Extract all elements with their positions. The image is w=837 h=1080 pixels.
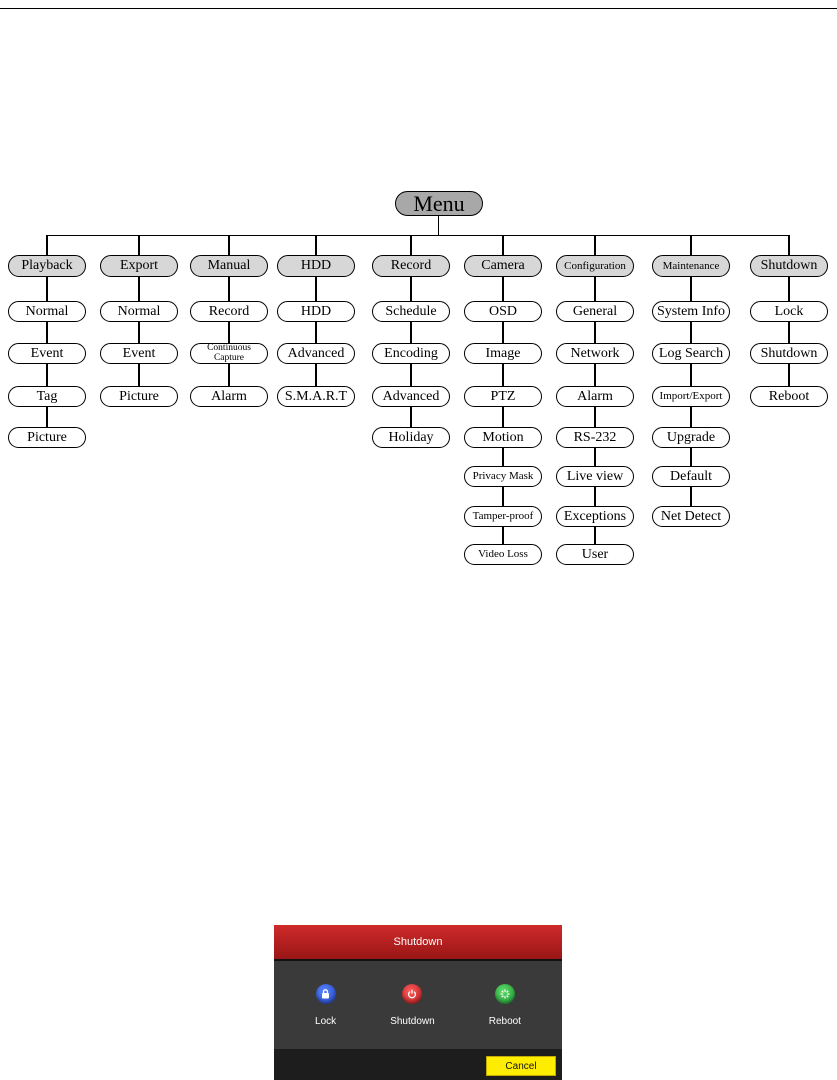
menu-item-camera-osd[interactable]: OSD	[464, 301, 542, 322]
menu-item-record-advanced[interactable]: Advanced	[372, 386, 450, 407]
menu-item-shutdown-reboot[interactable]: Reboot	[750, 386, 828, 407]
menu-item-configuration-general[interactable]: General	[556, 301, 634, 322]
menu-item-record-holiday[interactable]: Holiday	[372, 427, 450, 448]
shutdown-option-label: Shutdown	[390, 1015, 435, 1027]
menu-category-manual[interactable]: Manual	[190, 255, 268, 277]
menu-item-record-schedule[interactable]: Schedule	[372, 301, 450, 322]
menu-item-camera-motion[interactable]: Motion	[464, 427, 542, 448]
menu-item-playback-picture[interactable]: Picture	[8, 427, 86, 448]
reboot-icon	[495, 984, 515, 1004]
menu-item-hdd-advanced[interactable]: Advanced	[277, 343, 355, 364]
menu-item-shutdown-shutdown[interactable]: Shutdown	[750, 343, 828, 364]
menu-item-camera-ptz[interactable]: PTZ	[464, 386, 542, 407]
menu-item-hdd-s-m-a-r-t[interactable]: S.M.A.R.T	[277, 386, 355, 407]
menu-category-playback[interactable]: Playback	[8, 255, 86, 277]
menu-item-configuration-network[interactable]: Network	[556, 343, 634, 364]
menu-item-maintenance-upgrade[interactable]: Upgrade	[652, 427, 730, 448]
lock-option[interactable]	[315, 984, 336, 1027]
menu-item-camera-video-loss[interactable]: Video Loss	[464, 544, 542, 565]
menu-item-record-encoding[interactable]: Encoding	[372, 343, 450, 364]
menu-item-maintenance-log-search[interactable]: Log Search	[652, 343, 730, 364]
menu-root[interactable]: Menu	[395, 191, 483, 216]
menu-item-playback-tag[interactable]: Tag	[8, 386, 86, 407]
menu-item-configuration-exceptions[interactable]: Exceptions	[556, 506, 634, 527]
category-connector-hdd	[315, 235, 316, 255]
menu-item-hdd-hdd[interactable]: HDD	[277, 301, 355, 322]
menu-item-configuration-live-view[interactable]: Live view	[556, 466, 634, 487]
menu-item-maintenance-default[interactable]: Default	[652, 466, 730, 487]
category-connector-manual	[228, 235, 229, 255]
menu-item-manual-record[interactable]: Record	[190, 301, 268, 322]
menu-item-playback-normal[interactable]: Normal	[8, 301, 86, 322]
shutdown-option[interactable]	[390, 984, 434, 1027]
children-connector-hdd	[315, 276, 316, 388]
reboot-option[interactable]	[489, 984, 521, 1027]
category-connector-configuration	[594, 235, 595, 255]
menu-category-hdd[interactable]: HDD	[277, 255, 355, 277]
children-connector-shutdown	[788, 276, 789, 388]
menu-category-configuration[interactable]: Configuration	[556, 255, 634, 277]
dialog-title: Shutdown	[393, 936, 443, 948]
reboot-option-label: Reboot	[488, 1015, 521, 1027]
menu-item-maintenance-system-info[interactable]: System Info	[652, 301, 730, 322]
menu-item-configuration-alarm[interactable]: Alarm	[556, 386, 634, 407]
root-connector	[438, 214, 439, 236]
category-connector-camera	[502, 235, 503, 255]
menu-category-record[interactable]: Record	[372, 255, 450, 277]
menu-item-configuration-user[interactable]: User	[556, 544, 634, 565]
menu-item-camera-tamper-proof[interactable]: Tamper-proof	[464, 506, 542, 527]
power-icon	[402, 984, 422, 1004]
menu-item-export-normal[interactable]: Normal	[100, 301, 178, 322]
menu-item-maintenance-net-detect[interactable]: Net Detect	[652, 506, 730, 527]
menu-item-camera-image[interactable]: Image	[464, 343, 542, 364]
shutdown-dialog	[274, 925, 562, 1080]
shutdown-options	[274, 961, 562, 1049]
menu-category-shutdown[interactable]: Shutdown	[750, 255, 828, 277]
children-connector-export	[138, 276, 139, 388]
children-connector-manual	[228, 276, 229, 388]
menu-item-playback-event[interactable]: Event	[8, 343, 86, 364]
lock-icon	[316, 984, 336, 1004]
menu-item-manual-alarm[interactable]: Alarm	[190, 386, 268, 407]
lock-option-label: Lock	[315, 1015, 337, 1027]
menu-item-configuration-rs-232[interactable]: RS-232	[556, 427, 634, 448]
menu-category-camera[interactable]: Camera	[464, 255, 542, 277]
menu-item-maintenance-import-export[interactable]: Import/Export	[652, 386, 730, 407]
category-connector-record	[410, 235, 411, 255]
dialog-title-bar	[274, 925, 562, 961]
cancel-button[interactable]: Cancel	[486, 1056, 556, 1076]
menu-category-export[interactable]: Export	[100, 255, 178, 277]
menu-item-shutdown-lock[interactable]: Lock	[750, 301, 828, 322]
menu-item-export-picture[interactable]: Picture	[100, 386, 178, 407]
menu-category-maintenance[interactable]: Maintenance	[652, 255, 730, 277]
menu-item-export-event[interactable]: Event	[100, 343, 178, 364]
category-connector-playback	[46, 235, 47, 255]
category-connector-shutdown	[788, 235, 789, 255]
category-connector-export	[138, 235, 139, 255]
menu-item-manual-continuous-capture[interactable]: Continuous Capture	[190, 343, 268, 364]
category-connector-maintenance	[690, 235, 691, 255]
dialog-footer	[274, 1049, 562, 1080]
category-bus-line	[47, 235, 789, 236]
menu-item-camera-privacy-mask[interactable]: Privacy Mask	[464, 466, 542, 487]
